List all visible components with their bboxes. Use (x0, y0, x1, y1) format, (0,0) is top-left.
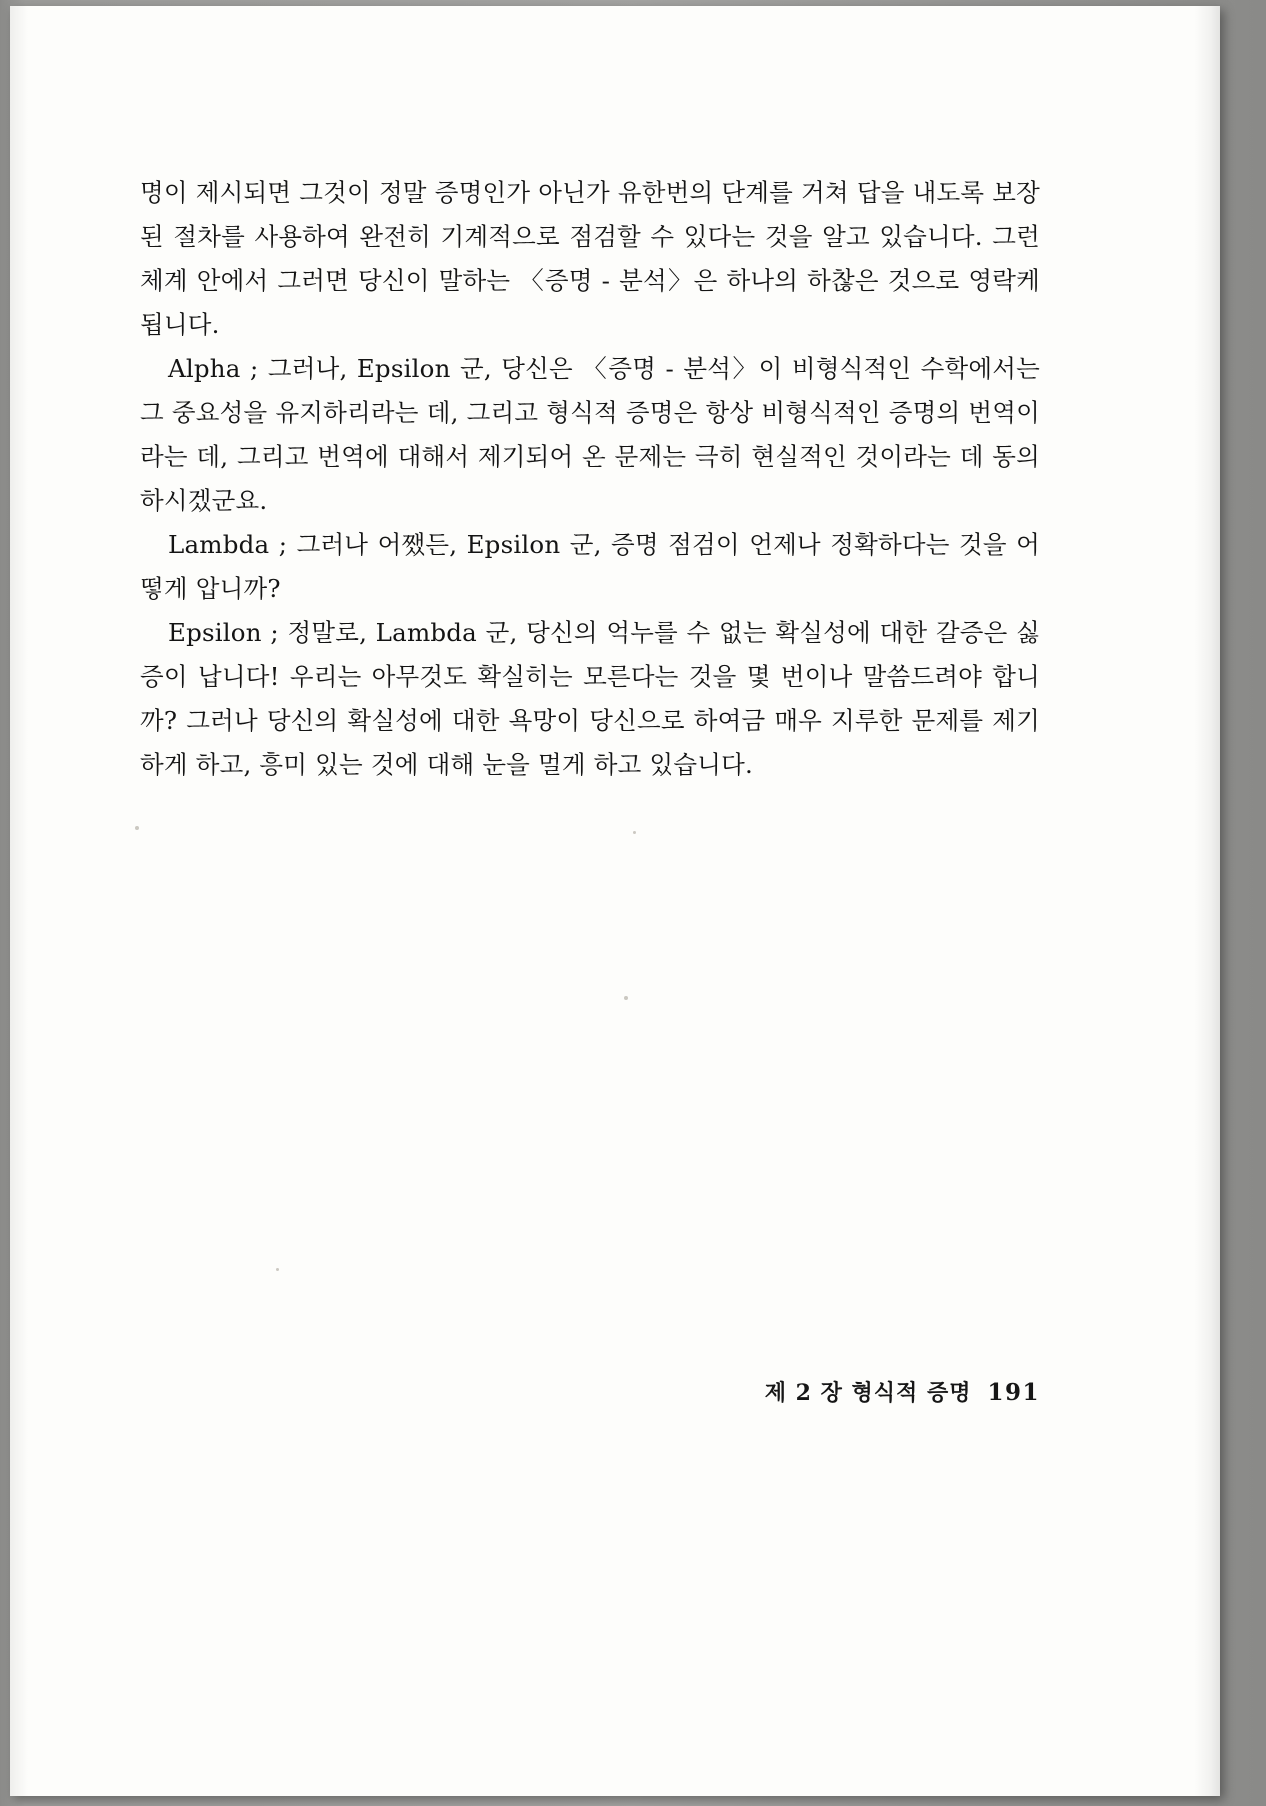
scan-speck (633, 831, 636, 834)
page-footer (140, 1376, 1040, 1407)
scan-speck (276, 1268, 279, 1271)
footer-chapter-title: 제 2 장 형식적 증명 (764, 1380, 972, 1406)
paragraph-4: Epsilon ; 정말로, Lambda 군, 당신의 억누를 수 없는 확실성에 대한 갈증은 싫증이 납니다! 우리는 아무것도 확실히는 모른다는 것을 몇 번이나 말씀드려야 합니까? 그러나 당신의 확실성에 대한 욕망이 당신으로 하여금 매우 지루한 문제를 제기하게 하고, 흥미 있는 것에 대해 눈을 멀게 하고 있습니다. (140, 618, 1040, 779)
scan-speck (135, 826, 139, 830)
scan-speck (624, 996, 628, 1000)
paragraph-2: Alpha ; 그러나, Epsilon 군, 당신은 〈증명 - 분석〉이 비형식적인 수학에서는 그 중요성을 유지하리라는 데, 그리고 형식적 증명은 항상 비형식적인 증명의 번역이라는 데, 그리고 번역에 대해서 제기되어 온 문제는 극히 현실적인 것이라는 데 동의하시겠군요. (140, 354, 1040, 515)
paragraph-3: Lambda ; 그러나 어쨌든, Epsilon 군, 증명 점검이 언제나 정확하다는 것을 어떻게 압니까? (140, 530, 1040, 603)
paper-sheet (10, 6, 1220, 1796)
page-number: 191 (987, 1379, 1040, 1406)
paragraph-1: 명이 제시되면 그것이 정말 증명인가 아닌가 유한번의 단계를 거쳐 답을 내도록 보장된 절차를 사용하여 완전히 기계적으로 점검할 수 있다는 것을 알고 있습니다. 그런 체계 안에서 그러면 당신이 말하는 〈증명 - 분석〉은 하나의 하찮은 것으로 영락케 됩니다. (140, 178, 1040, 339)
body-text (140, 171, 1040, 787)
